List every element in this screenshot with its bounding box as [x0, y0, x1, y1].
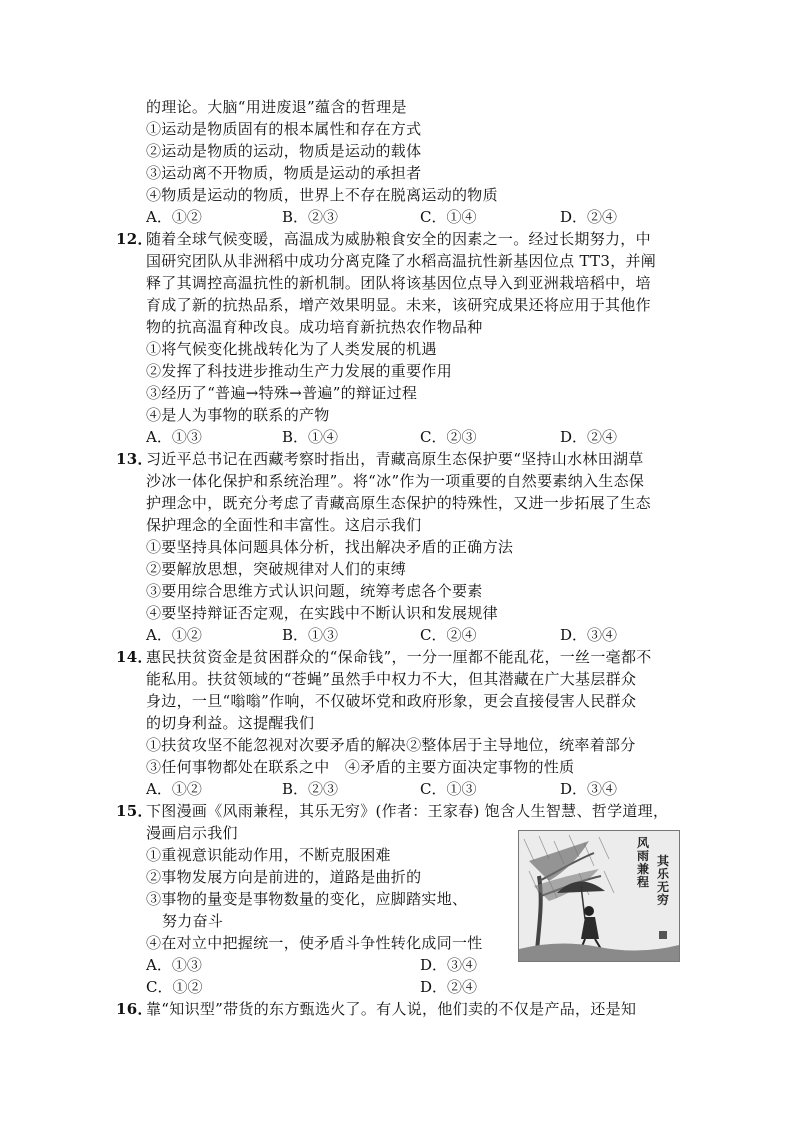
q14-stem-line-2: 能私用。扶贫领域的“苍蝇”虽然手中权力不大，但其潜藏在广大基层群众 [146, 670, 637, 688]
q13-stem-line-2: 沙冰一体化保护和系统治理”。将“冰”作为一项重要的自然要素纳入生态保 [146, 472, 645, 490]
q13-statement-2: ②要解放思想，突破规律对人们的束缚 [146, 560, 407, 578]
q13-choice-c: C．②④ [420, 626, 477, 644]
q12-choice-d: D．②④ [560, 428, 618, 446]
q12-stem-line-5: 物的抗高温育种改良。成功培育新抗热农作物品种 [146, 318, 483, 336]
q13-choice-a: A．①② [146, 626, 202, 644]
q14-stem-line-1: 惠民扶贫资金是贫困群众的“保命钱”，一分一厘都不能乱花，一丝一毫都不 [146, 648, 652, 666]
q16-stem-line-1: 靠“知识型”带货的东方甄选火了。有人说，他们卖的不仅是产品，还是知 [146, 1000, 637, 1018]
q15-statement-2: ②事物发展方向是前进的，道路是曲折的 [146, 868, 422, 886]
question-15-number: 15． [116, 802, 153, 820]
q12-stem-line-4: 育成了新的抗热品系，增产效果明显。未来，该研究成果还将应用于其他作 [146, 296, 651, 314]
q15-stem-line-1: 下图漫画《风雨兼程，其乐无穷》(作者：王家春) 饱含人生智慧、哲学道理， [146, 802, 669, 820]
q11-statement-3: ③运动离不开物质，物质是运动的承担者 [146, 164, 422, 182]
q14-stem-line-4: 的切身利益。这提醒我们 [146, 714, 315, 732]
q12-statement-4: ④是人为事物的联系的产物 [146, 406, 330, 424]
question-16-number: 16． [116, 1000, 153, 1018]
q13-stem-line-4: 保护理念的全面性和丰富性。这启示我们 [146, 516, 422, 534]
q13-statement-1: ①要坚持具体问题具体分析，找出解决矛盾的正确方法 [146, 538, 514, 556]
question-14-number: 14． [116, 648, 153, 666]
cartoon-image [518, 830, 680, 962]
q12-stem-line-3: 释了其调控高温抗性的新机制。团队将该基因位点导入到亚洲栽培稻中，培 [146, 274, 651, 292]
q15-choice-d: D．②④ [420, 978, 478, 996]
q13-statement-4: ④要坚持辩证否定观，在实践中不断认识和发展规律 [146, 604, 498, 622]
q11-statement-2: ②运动是物质的运动，物质是运动的载体 [146, 142, 422, 160]
q12-choice-b: B．①④ [282, 428, 339, 446]
q15-stem-line-2: 漫画启示我们 [146, 824, 238, 842]
q12-choice-c: C．②③ [420, 428, 477, 446]
q13-choice-b: B．①③ [282, 626, 339, 644]
q11-statement-4: ④物质是运动的物质，世界上不存在脱离运动的物质 [146, 186, 498, 204]
q15-choice-a: A．①③ [146, 956, 202, 974]
q11-choice-b: B．②③ [282, 208, 339, 226]
cartoon-inscription-line-2: 其乐无穷 [657, 854, 670, 907]
q15-statement-3: ③事物的量变是事物数量的变化，应脚踏实地、 [146, 890, 468, 908]
question-13-number: 13． [116, 450, 153, 468]
q15-statement-4: ④在对立中把握统一，使矛盾斗争性转化成同一性 [146, 934, 483, 952]
q11-choice-a: A．①② [146, 208, 202, 226]
q15-choice-c: C．①② [146, 978, 203, 996]
q14-choice-b: B．②③ [282, 780, 339, 798]
q14-statement-row-1: ①扶贫攻坚不能忽视对次要矛盾的解决②整体居于主导地位，统率着部分 [146, 736, 636, 754]
q12-statement-3: ③经历了“普遍→特殊→普遍”的辩证过程 [146, 384, 418, 402]
q14-statement-row-2: ③任何事物都处在联系之中 ④矛盾的主要方面决定事物的性质 [146, 758, 575, 776]
q12-stem-line-1: 随着全球气候变暖，高温成为威胁粮食安全的因素之一。经过长期努力，中 [146, 230, 651, 248]
cartoon-inscription-line-1: 风雨兼程 [637, 836, 650, 889]
q13-choice-d: D．③④ [560, 626, 618, 644]
q12-stem-line-2: 国研究团队从非洲稻中成功分离克隆了水稻高温抗性新基因位点 TT3，并阐 [146, 252, 657, 270]
q12-choice-a: A．①③ [146, 428, 202, 446]
q15-choice-d-first: D．③④ [420, 956, 478, 974]
q12-statement-1: ①将气候变化挑战转化为了人类发展的机遇 [146, 340, 437, 358]
q14-choice-c: C．①③ [420, 780, 477, 798]
question-12-number: 12． [116, 230, 153, 248]
q14-choice-a: A．①② [146, 780, 202, 798]
q11-choice-c: C．①④ [420, 208, 477, 226]
q13-statement-3: ③要用综合思维方式认识问题，统筹考虑各个要素 [146, 582, 483, 600]
cartoon-drawing [519, 831, 679, 961]
q14-choice-d: D．③④ [560, 780, 618, 798]
question-11-stem-end: 的理论。大脑“用进废退”蕴含的哲理是 [146, 98, 407, 116]
q13-stem-line-3: 护理念中，既充分考虑了青藏高原生态保护的特殊性，又进一步拓展了生态 [146, 494, 651, 512]
q11-statement-1: ①运动是物质固有的根本属性和存在方式 [146, 120, 422, 138]
q13-stem-line-1: 习近平总书记在西藏考察时指出，青藏高原生态保护要“坚持山水林田湖草 [146, 450, 644, 468]
q15-statement-3-continued: 努力奋斗 [162, 912, 224, 930]
q11-choice-d: D．②④ [560, 208, 618, 226]
q12-statement-2: ②发挥了科技进步推动生产力发展的重要作用 [146, 362, 453, 380]
q15-statement-1: ①重视意识能动作用，不断克服困难 [146, 846, 391, 864]
q14-stem-line-3: 身边，一旦“嗡嗡”作响，不仅破坏党和政府形象，更会直接侵害人民群众 [146, 692, 637, 710]
